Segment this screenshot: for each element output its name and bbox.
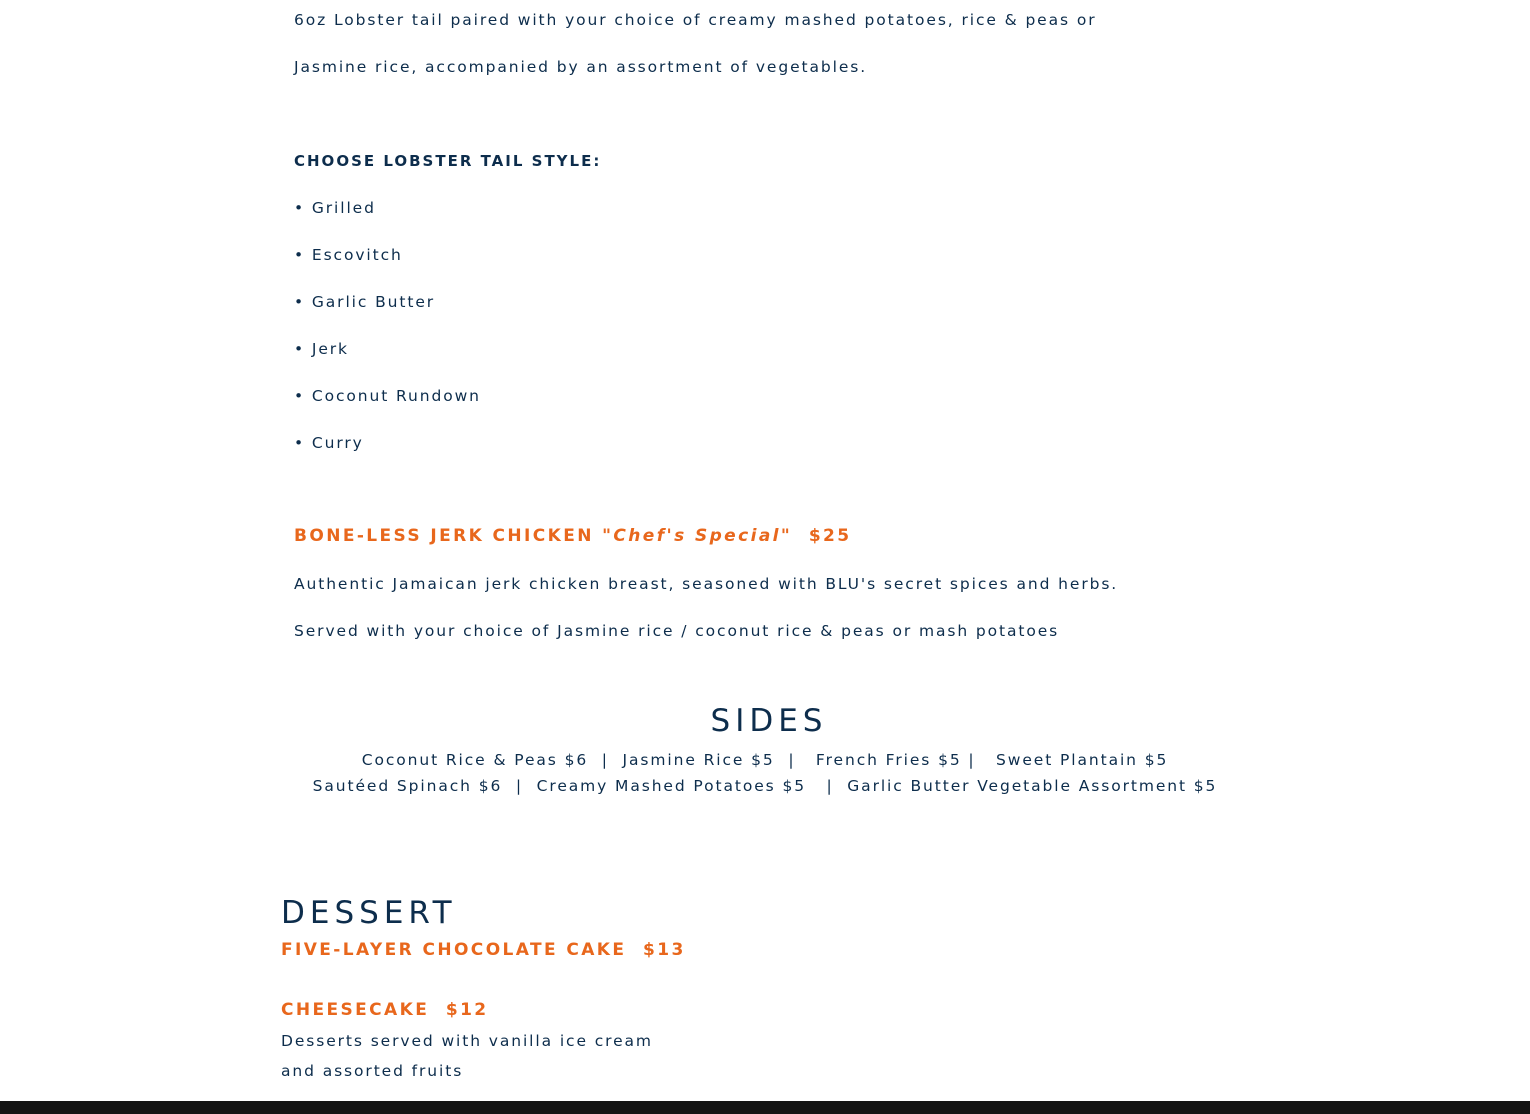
dessert-note-line-1: Desserts served with vanilla ice cream bbox=[281, 1032, 653, 1050]
lobster-description-line-2: Jasmine rice, accompanied by an assortment of vegetables. bbox=[294, 58, 868, 76]
jerk-chicken-name: BONE-LESS JERK CHICKEN " bbox=[294, 526, 614, 546]
lobster-style-heading: CHOOSE LOBSTER TAIL STYLE: bbox=[294, 152, 602, 170]
lobster-style-option: • Escovitch bbox=[294, 246, 403, 264]
chefs-special-label: Chef's Special bbox=[613, 526, 781, 546]
dessert-item-chocolate-cake: FIVE-LAYER CHOCOLATE CAKE $13 bbox=[281, 940, 686, 960]
jerk-chicken-description-line-2: Served with your choice of Jasmine rice / coconut rice & peas or mash potatoes bbox=[294, 622, 1060, 640]
sides-line-1: Coconut Rice & Peas $6 | Jasmine Rice $5 | French Fries $5 | Sweet Plantain $5 bbox=[361, 751, 1169, 769]
jerk-chicken-price: " $25 bbox=[780, 526, 852, 546]
lobster-style-option: • Curry bbox=[294, 434, 364, 452]
dessert-note-line-2: and assorted fruits bbox=[281, 1062, 464, 1080]
lobster-description-line-1: 6oz Lobster tail paired with your choice of creamy mashed potatoes, rice & peas or bbox=[294, 11, 1097, 29]
lobster-style-option: • Garlic Butter bbox=[294, 293, 436, 311]
lobster-style-option: • Grilled bbox=[294, 199, 376, 217]
jerk-chicken-description-line-1: Authentic Jamaican jerk chicken breast, seasoned with BLU's secret spices and herbs. bbox=[294, 575, 1119, 593]
sides-heading: SIDES bbox=[710, 703, 828, 739]
footer-bar bbox=[0, 1101, 1530, 1114]
dessert-heading: DESSERT bbox=[281, 895, 457, 931]
dessert-item-cheesecake: CHEESECAKE $12 bbox=[281, 1000, 489, 1020]
lobster-style-option: • Jerk bbox=[294, 340, 349, 358]
jerk-chicken-title bbox=[294, 526, 852, 546]
sides-line-2: Sautéed Spinach $6 | Creamy Mashed Potatoes $5 | Garlic Butter Vegetable Assortment $5 bbox=[312, 777, 1218, 795]
lobster-style-option: • Coconut Rundown bbox=[294, 387, 481, 405]
